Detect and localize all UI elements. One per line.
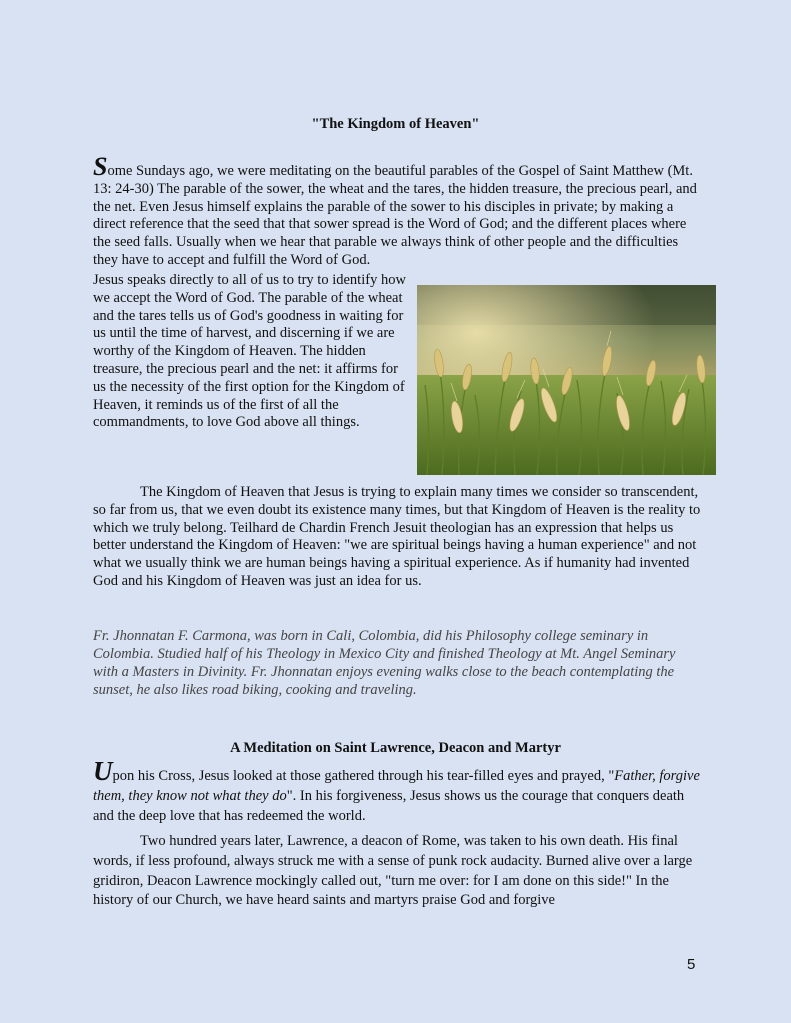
page-number: 5 bbox=[687, 956, 696, 973]
article2-paragraph-1 bbox=[93, 756, 703, 826]
author-bio: Fr. Jhonnatan F. Carmona, was born in Cali, Colombia, did his Philosophy college seminary in Colombia. Studied half of his Theology in Mexico City and finished Theology at Mt. Angel Seminary with a Masters in Divinity. Fr. Jhonnatan enjoys evening walks close to the beach contemplating the sunset, he also likes road biking, cooking and traveling. bbox=[93, 628, 676, 698]
article-title-2: A Meditation on Saint Lawrence, Deacon and Martyr bbox=[230, 740, 561, 756]
drop-cap: S bbox=[93, 152, 108, 181]
paragraph-text: ome Sundays ago, we were meditating on the beautiful parables of the Gospel of Saint Matthew (Mt. 13: 24-30) The parable of the sower, the wheat and the tares, the hidden treasure, the precious pearl, and the net. Even Jesus himself explains the parable of the sower to his disciples in private; by making a direct reference that the seed that that sower spread is the Word of God; and the different places where the seed falls. Usually when we hear that parable we always think of other people and the difficulties they have to accept and fulfill the Word of God. bbox=[93, 163, 697, 268]
drop-cap-2: U bbox=[93, 756, 113, 786]
paragraph-text-before: pon his Cross, Jesus looked at those gathered through his tear-filled eyes and prayed, " bbox=[112, 768, 615, 784]
wheat-field-photo bbox=[417, 285, 716, 475]
article-paragraph-2: The Kingdom of Heaven that Jesus is trying to explain many times we consider so transcendent, so far from us, that we even doubt its existence many times, but that Kingdom of Heaven is the reality to which we truly belong. Teilhard de Chardin French Jesuit theologian has an expression that helps us better understand the Kingdom of Heaven: "we are spiritual beings having a human experience" and not what we usually think we are human beings having a spiritual experience. As if humanity had invented God and his Kingdom of Heaven was just an idea for us. bbox=[93, 484, 701, 589]
article-title: "The Kingdom of Heaven" bbox=[311, 116, 480, 132]
paragraph-text-after: ". In his forgiveness, Jesus shows us the courage that conquers death and the deep love that has redeemed the world. bbox=[93, 787, 685, 824]
article-paragraph-1 bbox=[93, 152, 703, 270]
article-paragraph-wrap: Jesus speaks directly to all of us to try to identify how we accept the Word of God. The parable of the wheat and the tares tells us of God's goodness in waiting for us until the time of harvest, and discerning if we are worthy of the Kingdom of Heaven. The hidden treasure, the precious pearl and the net: it affirms for us the necessity of the first option for the Kingdom of Heaven, it reminds us of the first of all the commandments, to love God above all things. bbox=[93, 272, 406, 431]
article2-paragraph-2: Two hundred years later, Lawrence, a deacon of Rome, was taken to his own death. His final words, if less profound, always struck me with a sense of punk rock audacity. Burned alive over a large gridiron, Deacon Lawrence mockingly called out, "turn me over: for I am done on this side!" In the history of our Church, we have heard saints and martyrs praise God and forgive bbox=[93, 833, 693, 909]
jesus-quote: Father, forgive them, they know not what they do bbox=[93, 768, 700, 804]
